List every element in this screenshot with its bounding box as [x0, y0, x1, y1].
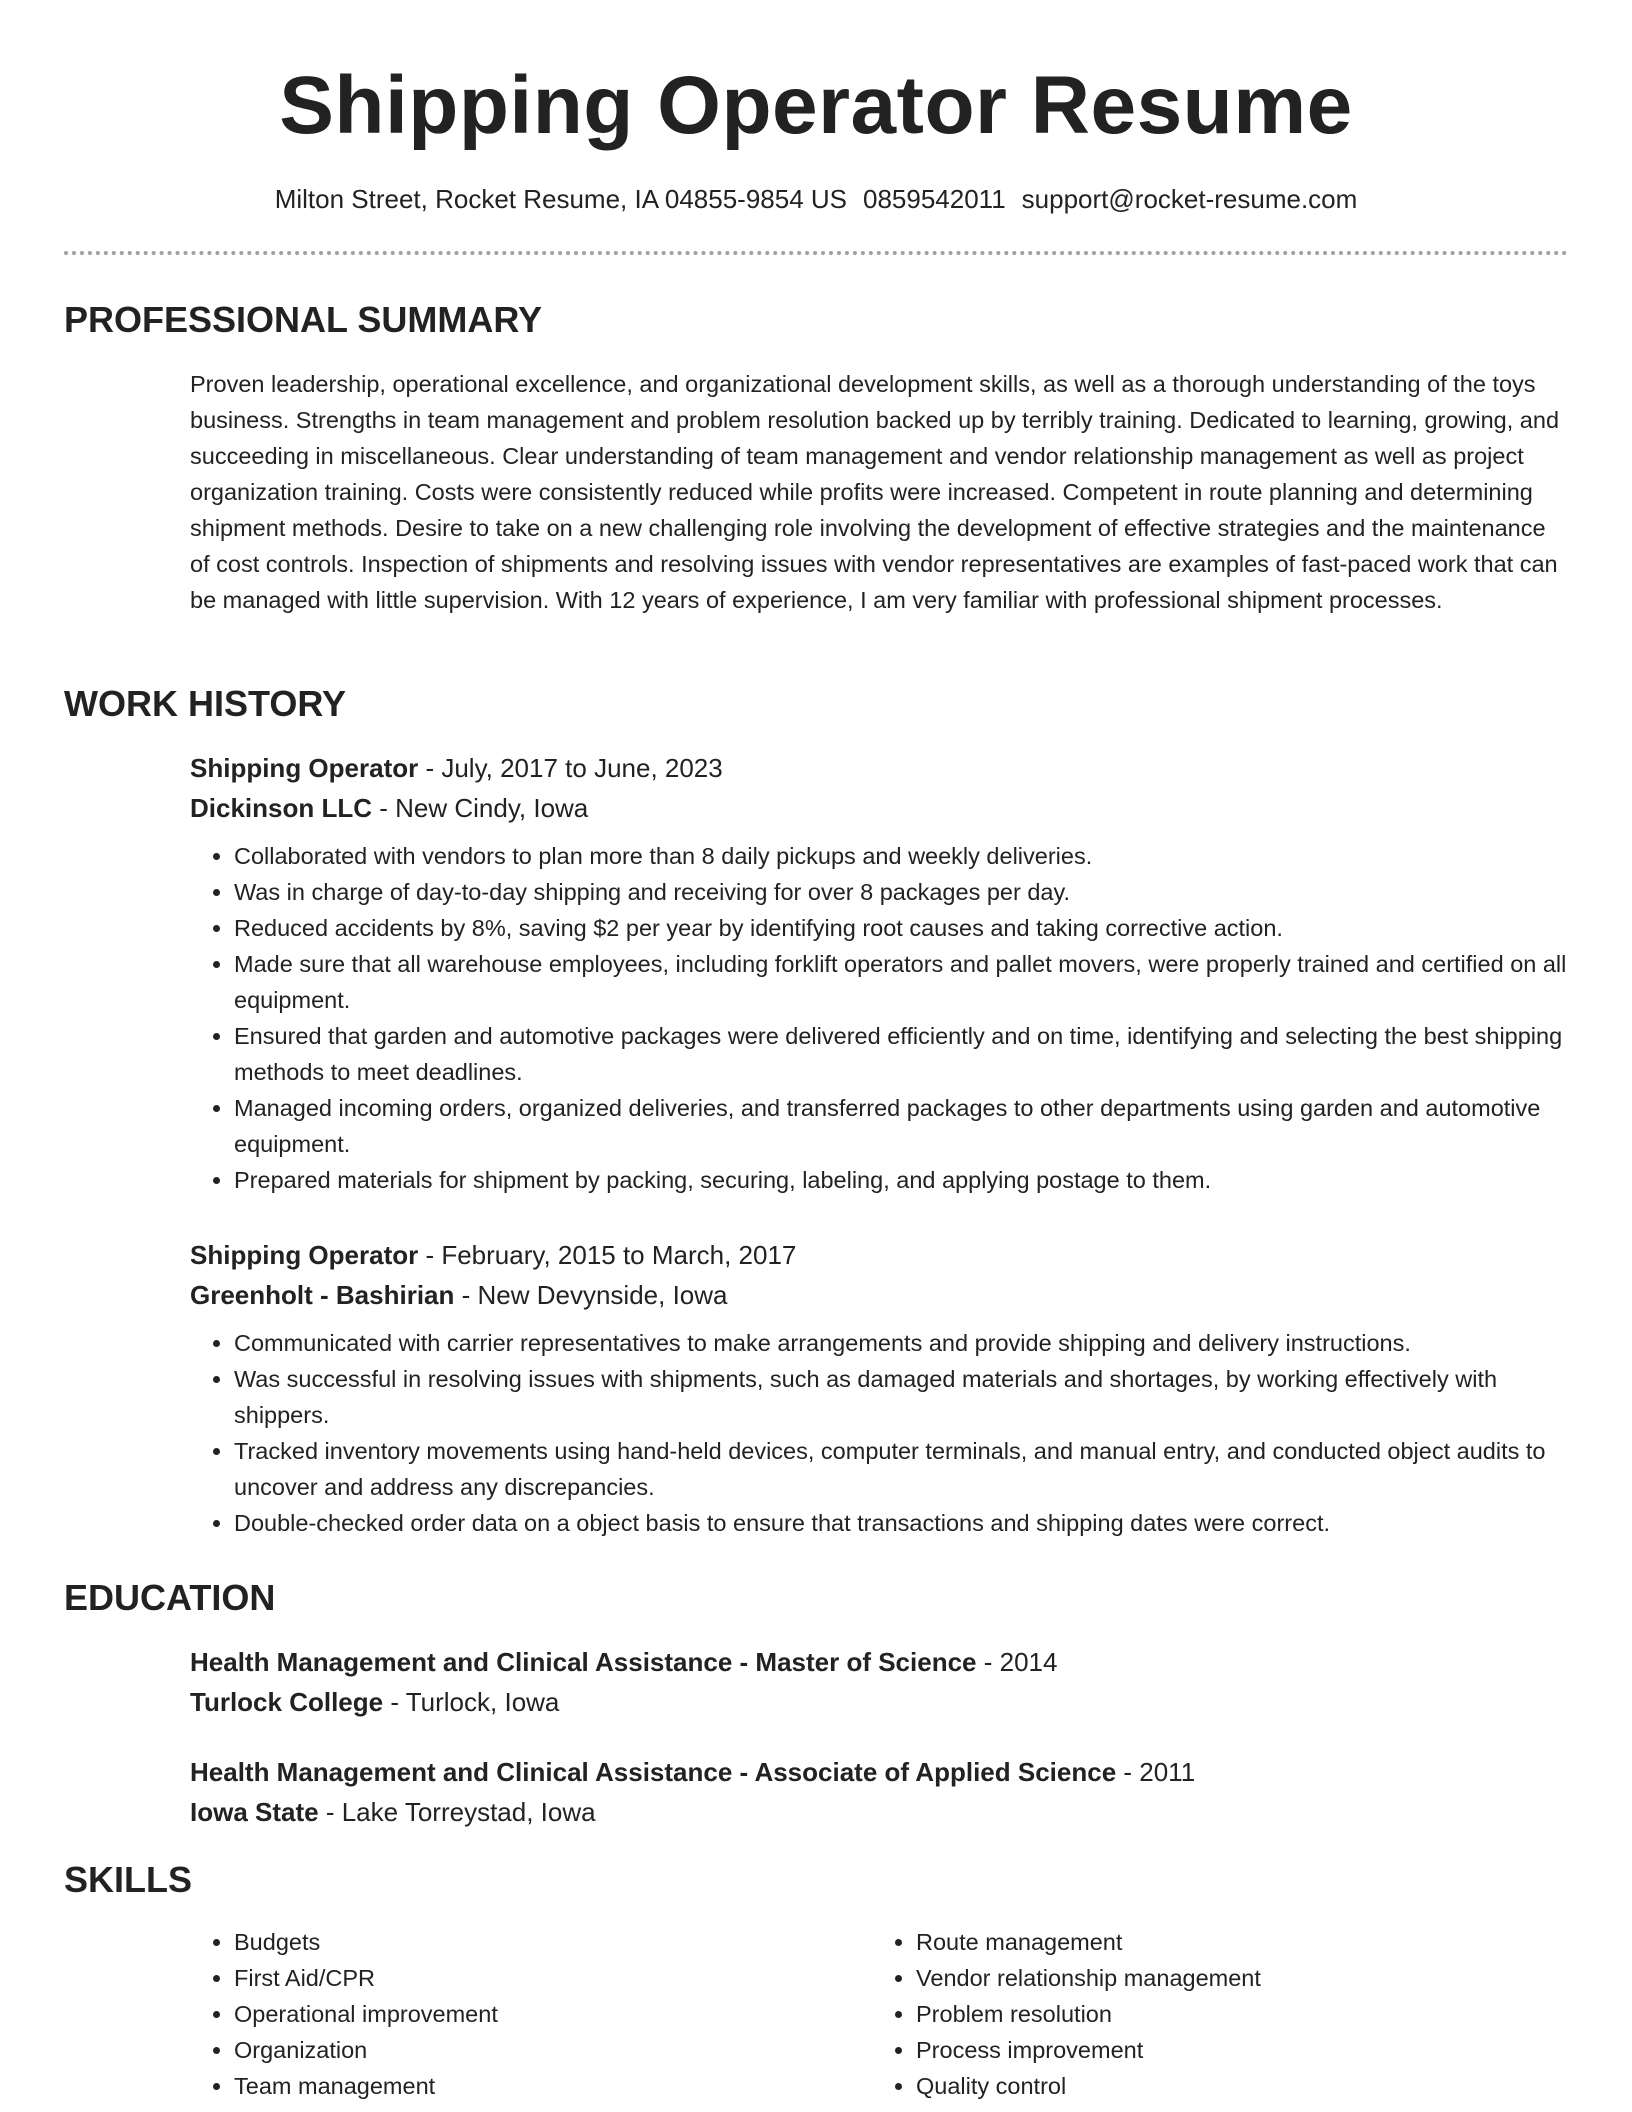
- job-title: Shipping Operator: [190, 753, 419, 783]
- job-dates: - July, 2017 to June, 2023: [418, 753, 723, 783]
- job-company-line: [190, 788, 1570, 828]
- degree-year: - 2011: [1116, 1757, 1196, 1787]
- skills-column-right: [872, 1924, 1512, 2104]
- contact-address: Milton Street, Rocket Resume, IA 04855-9854 US: [274, 184, 847, 214]
- job-company-line: [190, 1275, 1570, 1315]
- work-history-heading: WORK HISTORY: [64, 683, 347, 724]
- list-item: • Double-checked order data on a object basis to ensure that transactions and shipping dates were correct.: [234, 1505, 1570, 1541]
- skill-item: • Team management: [234, 2068, 830, 2104]
- job-bullets: [190, 838, 1570, 1198]
- skills-column-left: [190, 1924, 830, 2104]
- skill-item: • First Aid/CPR: [234, 1960, 830, 1996]
- school-location: - Turlock, Iowa: [383, 1687, 560, 1717]
- job-bullets: [190, 1325, 1570, 1541]
- job-dates: - February, 2015 to March, 2017: [418, 1240, 797, 1270]
- education-entry-2: [190, 1752, 1570, 1832]
- school-line: [190, 1682, 1570, 1722]
- page-title: Shipping Operator Resume: [279, 60, 1353, 151]
- skill-item: • Budgets: [234, 1924, 830, 1960]
- contact-line: [0, 182, 1632, 216]
- list-item: • Tracked inventory movements using hand-held devices, computer terminals, and manual entry, and conducted object audits to uncover and address any discrepancies.: [234, 1433, 1570, 1505]
- school-name: Iowa State: [190, 1797, 319, 1827]
- list-item: • Managed incoming orders, organized deliveries, and transferred packages to other departments using garden and automotive equipment.: [234, 1090, 1570, 1162]
- degree-line: [190, 1642, 1570, 1682]
- list-item: • Ensured that garden and automotive packages were delivered efficiently and on time, identifying and selecting the best shipping methods to meet deadlines.: [234, 1018, 1570, 1090]
- list-item: • Was successful in resolving issues with shipments, such as damaged materials and shortages, by working effectively with shippers.: [234, 1361, 1570, 1433]
- degree-name: Health Management and Clinical Assistance - Associate of Applied Science: [190, 1757, 1117, 1787]
- skill-item: • Process improvement: [916, 2032, 1512, 2068]
- degree-line: [190, 1752, 1570, 1792]
- degree-year: - 2014: [976, 1647, 1058, 1677]
- school-location: - Lake Torreystad, Iowa: [318, 1797, 596, 1827]
- job-title: Shipping Operator: [190, 1240, 419, 1270]
- summary-heading: PROFESSIONAL SUMMARY: [64, 299, 543, 340]
- job-entry-1: [190, 748, 1570, 1198]
- skills-heading: SKILLS: [64, 1859, 193, 1900]
- list-item: • Collaborated with vendors to plan more than 8 daily pickups and weekly deliveries.: [234, 838, 1570, 874]
- job-company: Greenholt - Bashirian: [190, 1280, 455, 1310]
- job-title-line: [190, 1235, 1570, 1275]
- job-title-line: [190, 748, 1570, 788]
- job-company: Dickinson LLC: [190, 793, 373, 823]
- skills-right-list: [872, 1924, 1512, 2104]
- skill-item: • Operational improvement: [234, 1996, 830, 2032]
- degree-name: Health Management and Clinical Assistance - Master of Science: [190, 1647, 977, 1677]
- skill-item: • Vendor relationship management: [916, 1960, 1512, 1996]
- list-item: • Prepared materials for shipment by packing, securing, labeling, and applying postage to them.: [234, 1162, 1570, 1198]
- list-item: • Reduced accidents by 8%, saving $2 per year by identifying root causes and taking corrective action.: [234, 910, 1570, 946]
- skill-item: • Organization: [234, 2032, 830, 2068]
- skill-item: • Problem resolution: [916, 1996, 1512, 2032]
- header-divider: [64, 251, 1568, 255]
- school-name: Turlock College: [190, 1687, 384, 1717]
- contact-phone: 0859542011: [863, 184, 1006, 214]
- education-heading: EDUCATION: [64, 1577, 276, 1618]
- skills-list: [190, 1924, 1570, 2104]
- list-item: • Communicated with carrier representatives to make arrangements and provide shipping and delivery instructions.: [234, 1325, 1570, 1361]
- skill-item: • Route management: [916, 1924, 1512, 1960]
- skill-item: • Quality control: [916, 2068, 1512, 2104]
- contact-email: support@rocket-resume.com: [1021, 184, 1358, 214]
- skills-left-list: [190, 1924, 830, 2104]
- job-location: - New Cindy, Iowa: [372, 793, 589, 823]
- list-item: • Made sure that all warehouse employees, including forklift operators and pallet movers, were properly trained and certified on all equipment.: [234, 946, 1570, 1018]
- job-location: - New Devynside, Iowa: [454, 1280, 728, 1310]
- job-entry-2: [190, 1235, 1570, 1541]
- school-line: [190, 1792, 1570, 1832]
- summary-text: Proven leadership, operational excellence, and organizational development skills, as well as a thorough understanding of the toys business. Strengths in team management and problem resolution backed up by terribly training. Dedicated to learning, growing, and succeeding in miscellaneous. Clear understanding of team management and vendor relationship management as well as project organization training. Costs were consistently reduced while profits were increased. Competent in route planning and determining shipment methods. Desire to take on a new challenging role involving the development of effective strategies and the maintenance of cost controls. Inspection of shipments and resolving issues with vendor representatives are examples of fast-paced work that can be managed with little supervision. With 12 years of experience, I am very familiar with professional shipment processes.: [190, 371, 1560, 613]
- list-item: • Was in charge of day-to-day shipping and receiving for over 8 packages per day.: [234, 874, 1570, 910]
- education-entry-1: [190, 1642, 1570, 1722]
